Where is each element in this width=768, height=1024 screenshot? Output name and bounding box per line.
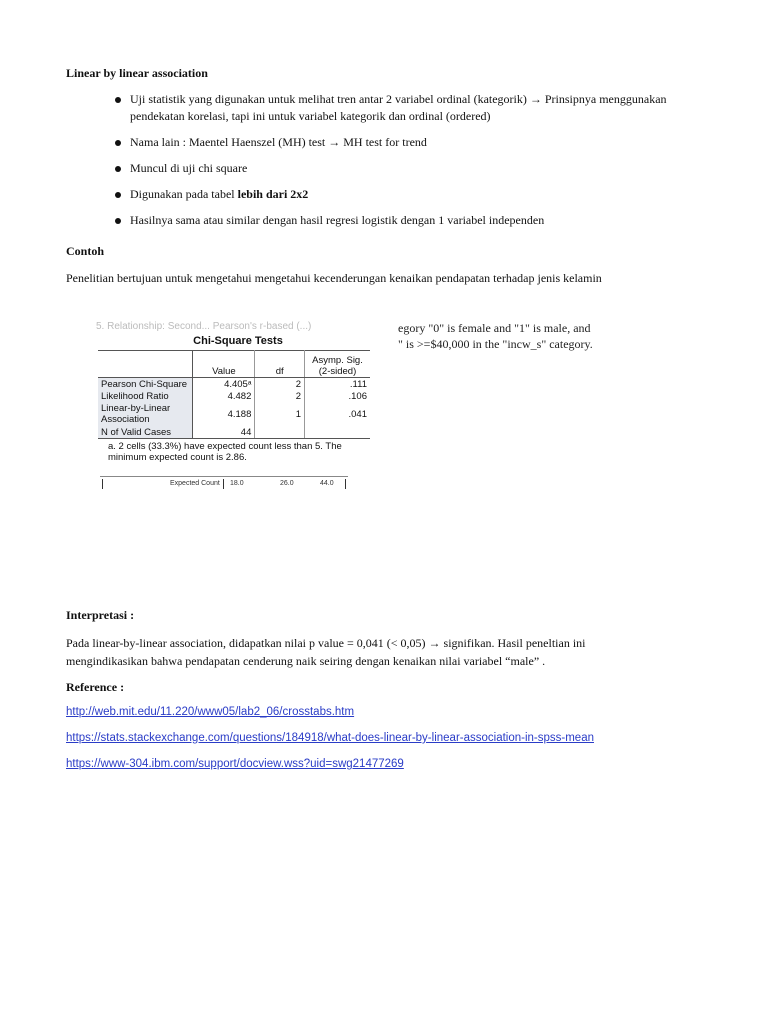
chi-square-table-image bbox=[98, 333, 378, 463]
row-sig: .041 bbox=[348, 408, 367, 420]
bullet-text: Nama lain : Maentel Haenszel (MH) test → MH test for trend bbox=[130, 135, 427, 149]
row-sig bbox=[305, 426, 370, 439]
row-df bbox=[255, 426, 305, 439]
chi-square-table-title: Chi-Square Tests bbox=[193, 335, 283, 347]
expected-count-bar bbox=[223, 479, 224, 489]
reference-link-mit[interactable]: http://web.mit.edu/11.220/www05/lab2_06/crosstabs.htm bbox=[66, 706, 355, 718]
expected-count-value: 26.0 bbox=[280, 480, 294, 487]
row-label: Linear-by-Linear Association bbox=[98, 402, 193, 426]
bullet-item bbox=[66, 186, 716, 203]
table-footnote: a. 2 cells (33.3%) have expected count less than 5. The minimum expected count is 2.86. bbox=[108, 441, 342, 463]
bullet-text: Digunakan pada tabel bbox=[130, 187, 238, 201]
row-value: 4.188 bbox=[193, 402, 255, 426]
bullet-text: Uji statistik yang digunakan untuk melihat tren antar 2 variabel ordinal (kategorik) → Prinsipnya menggunakan pendekatan korelasi, tapi ini untuk variabel kategorik dan ordinal (ordered) bbox=[130, 92, 667, 123]
section-title-contoh: Contoh bbox=[66, 244, 105, 258]
row-value: 4.482 bbox=[193, 390, 255, 402]
image-text-fragment-1: egory "0" is female and "1" is male, and bbox=[398, 321, 591, 335]
bullet-list bbox=[66, 91, 716, 238]
image-text-fragment-2: " is >=$40,000 in the "incw_s" category. bbox=[398, 337, 593, 351]
expected-count-bar bbox=[345, 479, 346, 489]
row-value: 4.405ᵃ bbox=[193, 378, 255, 391]
row-label: N of Valid Cases bbox=[98, 426, 193, 439]
chi-square-table bbox=[98, 350, 370, 439]
table-header-row bbox=[98, 351, 370, 378]
row-value: 44 bbox=[193, 426, 255, 439]
bullet-item bbox=[66, 91, 716, 125]
table-header-cell: Asymp. Sig. (2-sided) bbox=[305, 351, 370, 378]
expected-count-bar bbox=[102, 479, 103, 489]
section-title-interpretasi: Interpretasi : bbox=[66, 608, 135, 622]
table-row bbox=[98, 426, 370, 439]
table-header-cell bbox=[98, 351, 193, 378]
bullet-text-bold: lebih dari 2x2 bbox=[237, 187, 309, 201]
section-title-linear-by-linear: Linear by linear association bbox=[66, 66, 208, 80]
row-df: 2 bbox=[255, 378, 305, 391]
row-sig: .106 bbox=[348, 390, 367, 402]
interpretasi-paragraph: Pada linear-by-linear association, didapatkan nilai p value = 0,041 (< 0,05) → signifikan. Hasil peneltian ini mengindikasikan bahwa pendapatan cenderung naik seiring dengan kenaikan nilai variabel “male” . bbox=[66, 636, 586, 668]
faded-text-fragment: 5. Relationship: Second... Pearson's r-based (...) bbox=[96, 321, 312, 332]
expected-count-label: Expected Count bbox=[170, 480, 220, 487]
reference-link-stackexchange[interactable]: https://stats.stackexchange.com/questions/184918/what-does-linear-by-linear-association-in-spss-mean bbox=[66, 732, 594, 744]
bullet-item bbox=[66, 160, 716, 177]
row-sig: .111 bbox=[349, 378, 367, 390]
table-header-cell: df bbox=[255, 351, 305, 378]
table-row bbox=[98, 402, 370, 426]
reference-link-ibm[interactable]: https://www-304.ibm.com/support/docview.wss?uid=swg21477269 bbox=[66, 758, 404, 770]
bullet-item bbox=[66, 212, 716, 229]
expected-count-value: 18.0 bbox=[230, 480, 244, 487]
expected-count-value: 44.0 bbox=[320, 480, 334, 487]
bullet-text: Hasilnya sama atau similar dengan hasil regresi logistik dengan 1 variabel independen bbox=[130, 213, 545, 227]
row-df: 1 bbox=[255, 402, 305, 426]
table-header-cell: Value bbox=[193, 351, 255, 378]
row-df: 2 bbox=[255, 390, 305, 402]
row-label: Pearson Chi-Square bbox=[98, 378, 193, 391]
bullet-text: Muncul di uji chi square bbox=[130, 161, 248, 175]
table-row bbox=[98, 378, 370, 391]
table-row bbox=[98, 390, 370, 402]
row-label: Likelihood Ratio bbox=[98, 390, 193, 402]
contoh-paragraph: Penelitian bertujuan untuk mengetahui mengetahui kecenderungan kenaikan pendapatan terhadap jenis kelamin bbox=[66, 271, 602, 285]
expected-count-row bbox=[100, 476, 348, 491]
section-title-reference: Reference : bbox=[66, 680, 125, 694]
bullet-item bbox=[66, 134, 716, 151]
